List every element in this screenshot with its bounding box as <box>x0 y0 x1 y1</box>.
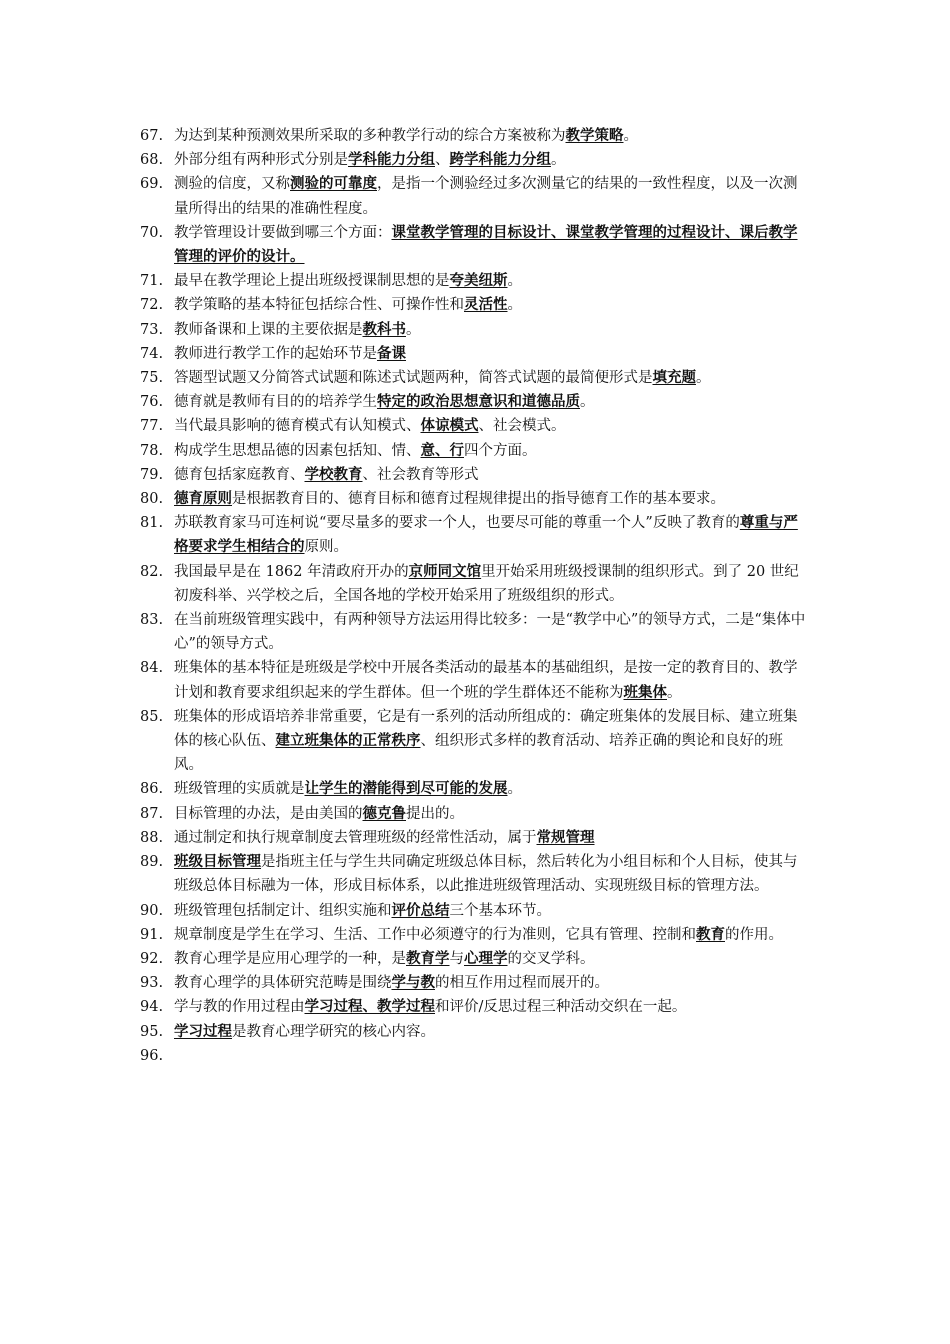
item-text <box>174 322 421 338</box>
question-text: 提出的。 <box>406 805 464 822</box>
list-item <box>140 148 810 172</box>
question-text: 班级管理包括制定计、组织实施和 <box>174 902 392 919</box>
question-text: 和评价/反思过程三种活动交织在一起。 <box>435 999 687 1016</box>
answer-text: 班集体 <box>623 683 667 701</box>
answer-text: 学科能力分组 <box>348 151 435 169</box>
item-text <box>174 418 566 434</box>
list-item <box>140 269 810 293</box>
list-item <box>140 390 810 414</box>
item-number: 80. <box>140 491 164 508</box>
question-text: 目标管理的办法，是由美国的 <box>174 805 363 822</box>
qa-list <box>140 124 810 1064</box>
item-text <box>174 346 406 362</box>
answer-text: 尊重与严格要求学生相结合的 <box>174 514 798 556</box>
item-number: 84. <box>140 660 164 677</box>
question-text: 四个方面。 <box>464 442 537 459</box>
item-text <box>174 1024 435 1040</box>
item-number: 89. <box>140 854 164 871</box>
item-text <box>174 128 638 144</box>
item-number: 79. <box>140 466 164 483</box>
item-number: 85. <box>140 708 164 725</box>
question-text: 。 <box>623 128 638 144</box>
answer-text: 班级目标管理 <box>174 853 261 871</box>
item-number: 69. <box>140 176 164 193</box>
answer-text: 教育 <box>696 925 725 943</box>
question-text: 当代最具影响的德育模式有认知模式、 <box>174 418 421 435</box>
answer-text: 学习过程、教学过程 <box>304 998 435 1016</box>
answer-text: 夸美纽斯 <box>449 272 508 290</box>
item-text <box>174 830 595 846</box>
question-text: 、 <box>435 152 450 169</box>
question-text: 。 <box>406 321 421 338</box>
list-item <box>140 826 810 850</box>
item-text <box>174 927 783 943</box>
list-item <box>140 947 810 971</box>
question-text: 外部分组有两种形式分别是 <box>174 152 348 169</box>
item-number: 68. <box>140 152 164 169</box>
answer-text: 填充题 <box>652 369 696 387</box>
answer-text: 教育学 <box>406 949 450 967</box>
item-number: 75. <box>140 370 164 387</box>
question-text: 。 <box>551 152 566 169</box>
list-item <box>140 971 810 995</box>
question-text: 在当前班级管理实践中，有两种领导方法运用得比较多：一是“教学中心”的领导方式，二是“集体中心”的领导方式。 <box>174 612 806 653</box>
item-text <box>174 176 798 216</box>
question-text: 构成学生思想品德的因素包括知、情、 <box>174 442 421 459</box>
question-text: 学与教的作用过程由 <box>174 999 305 1016</box>
list-item <box>140 802 810 826</box>
question-text: 与 <box>449 950 464 967</box>
item-number: 91. <box>140 926 164 943</box>
answer-text: 教学策略 <box>565 127 624 144</box>
answer-text: 体谅模式 <box>420 417 479 435</box>
item-number: 88. <box>140 829 164 846</box>
item-number: 71. <box>140 273 164 290</box>
answer-text: 课堂教学管理的目标设计、课堂教学管理的过程设计、课后教学管理的评价的设计。 <box>174 223 798 266</box>
item-text <box>174 903 551 919</box>
question-text: 班集体的基本特征是班级是学校中开展各类活动的最基本的基础组织，是按一定的教育目的、教学计划和教育要求组织起来的学生群体。但一个班的学生群体还不能称为 <box>174 660 798 701</box>
question-text: 测验的信度，又称 <box>174 176 290 193</box>
item-text <box>174 999 686 1015</box>
question-text: 教育心理学的具体研究范畴是围绕 <box>174 975 392 992</box>
list-item <box>140 366 810 390</box>
question-text: 是教育心理学研究的核心内容。 <box>232 1023 435 1040</box>
item-number: 72. <box>140 297 164 314</box>
question-text: 德育包括家庭教育、 <box>174 466 305 483</box>
list-item <box>140 923 810 947</box>
question-text: 是根据教育目的、德育目标和德育过程规律提出的指导德育工作的基本要求。 <box>232 491 725 508</box>
item-number: 94. <box>140 999 164 1016</box>
item-number: 74. <box>140 345 164 362</box>
item-text <box>174 225 798 265</box>
question-text: 。 <box>507 781 522 798</box>
question-text: 教学管理设计要做到哪三个方面： <box>174 224 392 241</box>
list-item <box>140 560 810 608</box>
question-text: 德育就是教师有目的的培养学生 <box>174 394 377 411</box>
list-item <box>140 318 810 342</box>
item-text <box>174 394 595 410</box>
item-text <box>174 612 805 652</box>
answer-text: 测验的可靠度 <box>290 175 377 193</box>
question-text: 。 <box>667 684 682 701</box>
answer-text: 建立班集体的正常秩序 <box>275 732 421 750</box>
item-text <box>174 297 522 313</box>
question-text: 是指班主任与学生共同确定班级总体目标，然后转化为小组目标和个人目标，使其与班级总体目标融为一体，形成目标体系，以此推进班级管理活动、实现班级目标的管理方法。 <box>174 854 798 895</box>
item-text <box>174 709 798 773</box>
answer-text: 评价总结 <box>391 901 450 919</box>
answer-text: 灵活性 <box>464 296 508 314</box>
question-text: 的作用。 <box>725 926 783 943</box>
item-text <box>174 975 609 991</box>
list-item <box>140 293 810 317</box>
list-item <box>140 705 810 778</box>
question-text: ，是指一个测验经过多次测量它的结果的一致性程度，以及一次测量所得出的结果的准确性程度。 <box>174 176 798 217</box>
question-text: 三个基本环节。 <box>449 902 551 919</box>
list-item <box>140 124 810 148</box>
list-item <box>140 511 810 559</box>
answer-text: 德克鲁 <box>362 804 406 822</box>
item-text <box>174 491 725 507</box>
question-text: 教学策略的基本特征包括综合性、可操作性和 <box>174 297 464 314</box>
item-text <box>174 781 522 797</box>
question-text: 通过制定和执行规章制度去管理班级的经常性活动，属于 <box>174 829 537 846</box>
question-text: 。 <box>580 394 595 411</box>
item-text <box>174 660 798 700</box>
item-number: 92. <box>140 950 164 967</box>
item-number: 67. <box>140 128 164 144</box>
list-item <box>140 172 810 220</box>
question-text: 、社会教育等形式 <box>362 466 479 483</box>
item-text <box>174 273 522 289</box>
item-number: 82. <box>140 563 164 580</box>
list-item <box>140 1020 810 1044</box>
list-item <box>140 656 810 704</box>
question-text: 教育心理学是应用心理学的一种，是 <box>174 950 406 967</box>
item-text <box>174 951 595 967</box>
list-item <box>140 777 810 801</box>
answer-text: 京师同文馆 <box>408 562 482 580</box>
question-text: 里开始采用班级授课制的组织形式。到了 20 世纪初废科举、兴学校之后，全国各地的学校开始采用了班级组织的形式。 <box>174 563 799 604</box>
item-number: 86. <box>140 781 164 798</box>
answer-text: 学与教 <box>391 974 435 992</box>
item-number: 81. <box>140 515 164 532</box>
question-text: 我国最早是在 1862 年清政府开办的 <box>174 563 409 580</box>
item-text <box>174 443 537 459</box>
answer-text: 学校教育 <box>304 465 363 483</box>
item-number: 87. <box>140 805 164 822</box>
list-item <box>140 899 810 923</box>
item-number: 77. <box>140 418 164 435</box>
answer-text: 学习过程 <box>174 1022 232 1040</box>
question-text: 原则。 <box>304 539 348 556</box>
item-number: 96. <box>140 1047 164 1064</box>
question-text: 教师进行教学工作的起始环节是 <box>174 345 377 362</box>
answer-text: 心理学 <box>464 949 508 967</box>
list-item <box>140 850 810 898</box>
answer-text: 让学生的潜能得到尽可能的发展 <box>304 780 508 798</box>
list-item <box>140 414 810 438</box>
list-item <box>140 463 810 487</box>
answer-text: 跨学科能力分组 <box>449 151 551 169</box>
item-text <box>174 152 566 168</box>
answer-text: 教科书 <box>362 320 406 338</box>
list-item <box>140 439 810 463</box>
question-text: 答题型试题又分简答式试题和陈述式试题两种，简答式试题的最简便形式是 <box>174 370 653 387</box>
item-text <box>174 564 799 604</box>
list-item <box>140 221 810 269</box>
question-text: 为达到某种预测效果所采取的多种教学行动的综合方案被称为 <box>174 128 566 144</box>
question-text: 。 <box>696 370 711 387</box>
answer-text: 常规管理 <box>536 828 595 846</box>
list-item <box>140 995 810 1019</box>
item-number: 78. <box>140 442 164 459</box>
item-number: 83. <box>140 612 164 629</box>
item-number: 76. <box>140 394 164 411</box>
answer-text: 德育原则 <box>174 490 232 508</box>
item-text <box>174 467 479 483</box>
question-text: 苏联教育家马可连柯说“要尽量多的要求一个人，也要尽可能的尊重一个人”反映了教育的 <box>174 515 740 532</box>
question-text: 教师备课和上课的主要依据是 <box>174 321 363 338</box>
item-text <box>174 515 798 555</box>
question-text: 规章制度是学生在学习、生活、工作中必须遵守的行为准则，它具有管理、控制和 <box>174 926 696 943</box>
list-item <box>140 608 810 656</box>
item-text <box>174 854 798 894</box>
answer-text: 特定的政治思想意识和道德品质 <box>377 393 580 411</box>
item-number: 93. <box>140 975 164 992</box>
item-number: 73. <box>140 321 164 338</box>
item-number: 70. <box>140 224 164 241</box>
answer-text: 备课 <box>377 344 406 362</box>
question-text: 班集体的形成语培养非常重要，它是有一系列的活动所组成的：确定班集体的发展目标、建立班集体的核心队伍、 <box>174 708 798 750</box>
question-text: 。 <box>507 297 522 314</box>
question-text: 、组织形式多样的教育活动、培养正确的舆论和良好的班风。 <box>174 733 783 774</box>
question-text: 班级管理的实质就是 <box>174 781 305 798</box>
item-text <box>174 806 464 822</box>
question-text: 、社会模式。 <box>478 418 566 435</box>
item-number: 90. <box>140 902 164 919</box>
item-number: 95. <box>140 1023 164 1040</box>
question-text: 。 <box>507 273 522 290</box>
question-text: 的交叉学科。 <box>507 950 595 967</box>
item-text <box>174 370 711 386</box>
answer-text: 意、行 <box>420 441 464 459</box>
question-text: 最早在教学理论上提出班级授课制思想的是 <box>174 273 450 290</box>
list-item <box>140 342 810 366</box>
list-item <box>140 487 810 511</box>
question-text: 的相互作用过程而展开的。 <box>435 975 609 992</box>
